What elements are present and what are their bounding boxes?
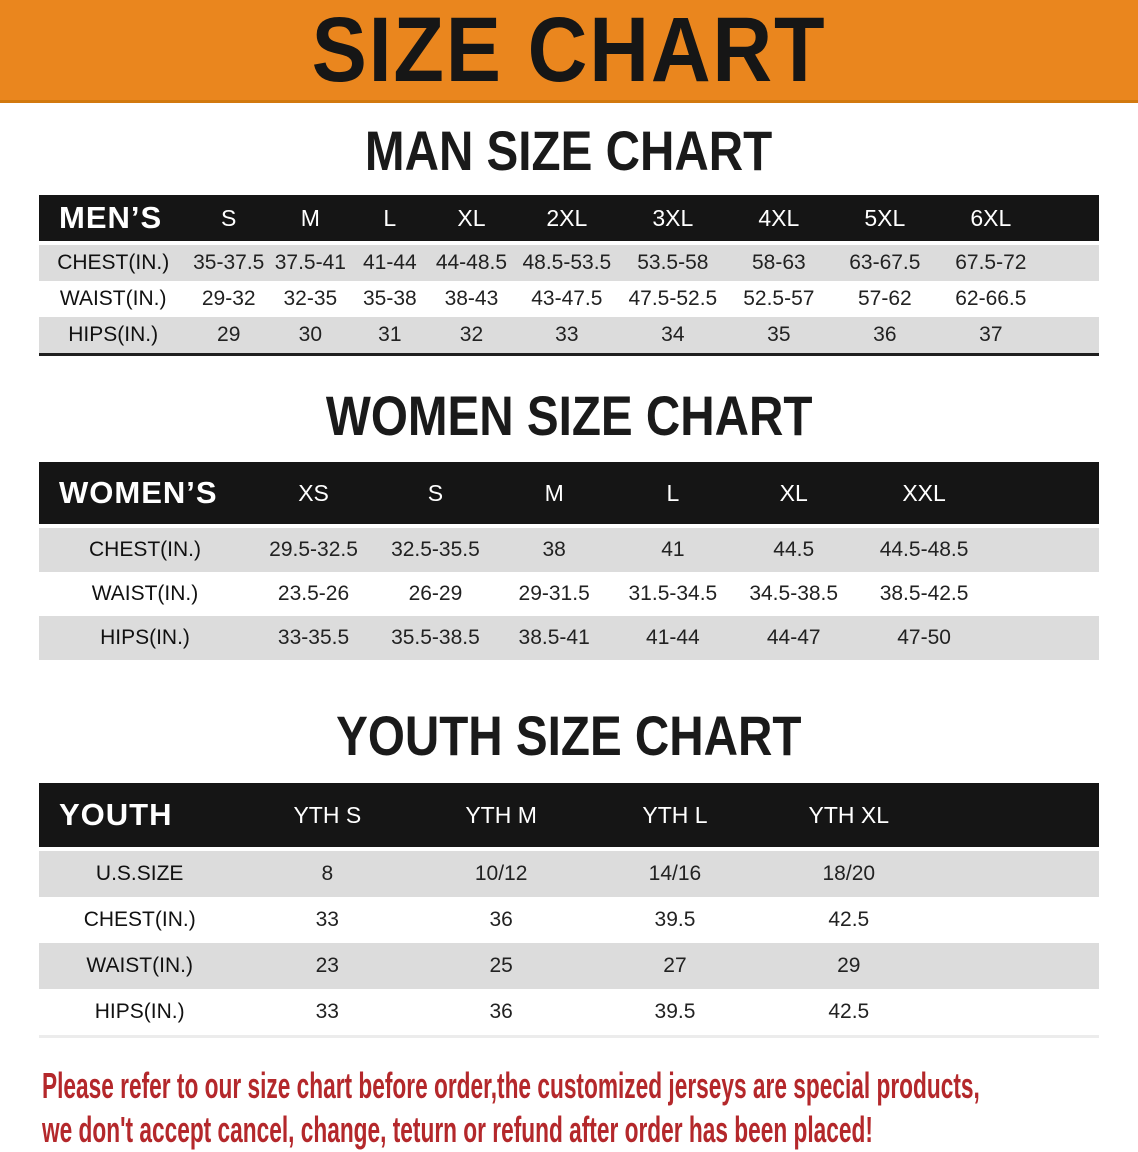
- table-cell: 31.5-34.5: [628, 582, 718, 605]
- table-row: [39, 943, 1099, 989]
- table-cell: 23.5-26: [277, 582, 350, 605]
- spacer-cell: [1044, 281, 1099, 317]
- man-section-heading-wrap: [0, 119, 1138, 182]
- table-cell: 44.5-48.5: [879, 538, 969, 561]
- column-header: 4XL: [726, 195, 832, 243]
- column-header: YTH S: [240, 783, 414, 849]
- disclaimer: [0, 1064, 1138, 1152]
- table-header-row: [39, 462, 1099, 526]
- table-cell: 58-63: [751, 251, 806, 274]
- table-cell: 33: [315, 908, 339, 931]
- table-row: [39, 572, 1099, 616]
- row-label: WAIST(IN.): [91, 582, 199, 605]
- column-header: XL: [429, 195, 514, 243]
- table-cell: 8: [321, 862, 334, 885]
- table-cell: 39.5: [654, 1000, 696, 1023]
- table-row: [39, 526, 1099, 572]
- spacer-cell: [936, 897, 1099, 943]
- row-label: HIPS(IN.): [100, 626, 190, 649]
- column-header: L: [351, 195, 429, 243]
- column-header: XL: [732, 462, 855, 526]
- table-cell: 34: [661, 323, 685, 346]
- table-row: [39, 243, 1099, 281]
- table-cell: 23: [315, 954, 339, 977]
- table-cell: 41-44: [362, 251, 417, 274]
- table-corner-label: MEN’S: [39, 195, 187, 243]
- table-row: [39, 616, 1099, 660]
- table-cell: 29: [837, 954, 861, 977]
- table-cell: 35-38: [362, 287, 417, 310]
- table-cell: 47.5-52.5: [628, 287, 718, 310]
- table-cell: 52.5-57: [743, 287, 815, 310]
- size-chart-banner: [0, 0, 1138, 103]
- table-cell: 29-32: [201, 287, 256, 310]
- spacer-cell: [936, 989, 1099, 1037]
- table-row: [39, 281, 1099, 317]
- column-header: YTH L: [588, 783, 762, 849]
- spacer-cell: [993, 616, 1099, 660]
- table-cell: 38.5-41: [518, 626, 590, 649]
- man-size-chart-heading: MAN SIZE CHART: [365, 119, 773, 182]
- column-header: M: [270, 195, 351, 243]
- table-cell: 18/20: [822, 862, 876, 885]
- table-cell: 44-48.5: [435, 251, 508, 274]
- table-cell: 30: [298, 323, 323, 346]
- table-cell: 32-35: [283, 287, 338, 310]
- disclaimer-line-2: we don't accept cancel, change, teturn or refund after order has been placed!: [42, 1109, 873, 1150]
- table-cell: 27: [663, 954, 687, 977]
- disclaimer-line-1: Please refer to our size chart before order,the customized jerseys are special products,: [42, 1065, 980, 1106]
- table-cell: 34.5-38.5: [749, 582, 839, 605]
- table-cell: 48.5-53.5: [522, 251, 612, 274]
- table-cell: 38-43: [444, 287, 499, 310]
- table-cell: 43-47.5: [531, 287, 603, 310]
- row-label: WAIST(IN.): [59, 287, 167, 310]
- column-header: 2XL: [514, 195, 620, 243]
- table-row: [39, 317, 1099, 355]
- table-cell: 33: [315, 1000, 339, 1023]
- youth-size-chart-heading: YOUTH SIZE CHART: [336, 704, 802, 767]
- table-cell: 63-67.5: [849, 251, 921, 274]
- women-size-table: [39, 462, 1099, 660]
- column-header: YTH XL: [762, 783, 936, 849]
- table-cell: 29.5-32.5: [269, 538, 358, 561]
- row-label: HIPS(IN.): [94, 1000, 185, 1023]
- column-header: S: [376, 462, 495, 526]
- youth-section-heading-wrap: [0, 704, 1138, 767]
- row-label: CHEST(IN.): [89, 538, 201, 561]
- table-cell: 39.5: [654, 908, 696, 931]
- table-cell: 53.5-58: [637, 251, 709, 274]
- table-cell: 35-37.5: [193, 251, 265, 274]
- spacer-cell: [1044, 317, 1099, 355]
- table-cell: 29-31.5: [518, 582, 590, 605]
- table-row: [39, 849, 1099, 897]
- column-header: 6XL: [938, 195, 1044, 243]
- table-cell: 44.5: [773, 538, 815, 561]
- spacer-cell: [1044, 195, 1099, 243]
- table-cell: 26-29: [408, 582, 463, 605]
- row-label: U.S.SIZE: [95, 862, 184, 885]
- table-cell: 10/12: [474, 862, 528, 885]
- table-cell: 38.5-42.5: [879, 582, 969, 605]
- table-cell: 35.5-38.5: [391, 626, 480, 649]
- table-cell: 14/16: [648, 862, 702, 885]
- column-header: 5XL: [832, 195, 938, 243]
- table-cell: 29: [217, 323, 241, 346]
- row-label: CHEST(IN.): [57, 251, 170, 274]
- row-label: WAIST(IN.): [86, 954, 193, 977]
- column-header: S: [187, 195, 270, 243]
- column-header: M: [495, 462, 614, 526]
- column-header: XS: [251, 462, 376, 526]
- table-cell: 41-44: [646, 626, 700, 649]
- table-header-row: [39, 195, 1099, 243]
- table-cell: 47-50: [897, 626, 951, 649]
- table-cell: 57-62: [857, 287, 912, 310]
- spacer-cell: [936, 783, 1099, 849]
- table-cell: 37.5-41: [274, 251, 346, 274]
- men-size-table: [39, 195, 1099, 356]
- table-cell: 44-47: [766, 626, 821, 649]
- table-cell: 38: [542, 538, 566, 561]
- column-header: XXL: [855, 462, 993, 526]
- table-cell: 25: [489, 954, 513, 977]
- table-cell: 33-35.5: [277, 626, 350, 649]
- table-header-row: [39, 783, 1099, 849]
- women-section-heading-wrap: [0, 384, 1138, 447]
- table-cell: 36: [489, 908, 513, 931]
- spacer-cell: [993, 572, 1099, 616]
- youth-size-table: [39, 783, 1099, 1038]
- table-cell: 42.5: [828, 908, 870, 931]
- table-cell: 62-66.5: [955, 287, 1027, 310]
- table-cell: 33: [555, 323, 579, 346]
- table-cell: 32: [459, 323, 484, 346]
- spacer-cell: [1044, 243, 1099, 281]
- spacer-cell: [993, 462, 1099, 526]
- column-header: YTH M: [414, 783, 588, 849]
- row-label: CHEST(IN.): [83, 908, 196, 931]
- spacer-cell: [936, 849, 1099, 897]
- table-cell: 35: [767, 323, 791, 346]
- banner-title: SIZE CHART: [311, 0, 827, 101]
- row-label: HIPS(IN.): [68, 323, 159, 346]
- women-size-chart-heading: WOMEN SIZE CHART: [325, 384, 813, 447]
- table-row: [39, 897, 1099, 943]
- table-cell: 32.5-35.5: [391, 538, 480, 561]
- spacer-cell: [936, 943, 1099, 989]
- table-cell: 42.5: [828, 1000, 870, 1023]
- table-cell: 36: [873, 323, 897, 346]
- table-row: [39, 989, 1099, 1037]
- table-cell: 31: [378, 323, 402, 346]
- spacer-cell: [993, 526, 1099, 572]
- table-cell: 36: [489, 1000, 513, 1023]
- table-corner-label: WOMEN’S: [39, 462, 251, 526]
- table-corner-label: YOUTH: [39, 783, 240, 849]
- column-header: L: [614, 462, 733, 526]
- table-cell: 41: [661, 538, 685, 561]
- table-cell: 67.5-72: [955, 251, 1027, 274]
- table-cell: 37: [979, 323, 1003, 346]
- column-header: 3XL: [620, 195, 726, 243]
